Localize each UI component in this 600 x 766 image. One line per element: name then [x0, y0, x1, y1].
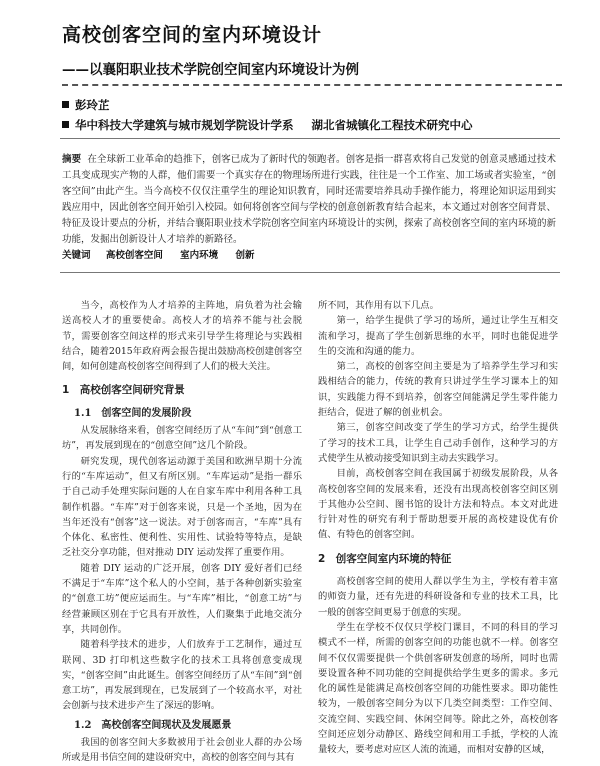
abstract-rule: [60, 272, 560, 273]
keywords-label: 关键词: [62, 250, 91, 261]
article-subtitle: ——以襄阳职业技术学院创空间室内环境设计为例: [62, 62, 359, 78]
header-rule: [60, 138, 560, 139]
subsection-heading: 1.1 创客空间的发展阶段: [74, 407, 192, 419]
paragraph: 第三，创客空间改变了学生的学习方式，给学生提供了学习的技术工具，让学生自己动手创作，这种学习的方式使学生从被动接受知识到主动去实践学习。: [318, 422, 558, 464]
keywords: [62, 247, 269, 261]
abstract-text: 在全球新工业革命的趋推下，创客已成为了新时代的领跑者。创客是指一群喜欢将自己发觉的创意灵感通过技术工具变成现实产物的人群，他们需要一个真实存在的物理场所进行实践，往往是一个工作室、加工场或者实验室，“创客空间”由此产生。当今高校不仅仅注重学生的理论知识教育，同时还需要培养具动手操作能力，将理论知识运用到实践应用中，因此创客空间开始引入校园。如何将创客空间与学校的创意创新教育结合起来，本文通过对创客空间背景、特征及设计要点的分析，并结合襄阳职业技术学院创客空间室内环境设计的实例，探索了高校创客空间的室内环境的新功能，发掘出创新设计人才培养的新路径。: [62, 154, 557, 245]
paragraph: 当今，高校作为人才培养的主阵地，肩负着为社会输送高校人才的重要使命。高校人才的培养不能与社会脱节，需要创客空间这样的形式来引导学生将理论与实践相结合，随着2015年政府两会报告提出鼓励高校创建创客空间，如何创建高校创客空间得到了人们的极大关注。: [62, 300, 302, 373]
paragraph: 从发展脉络来看，创客空间经历了从“车间”到“创意工坊”，再发展到现在的“创意空间”这几个阶段。: [62, 425, 302, 452]
keyword: 高校创客空间: [105, 250, 163, 261]
keyword: 创新: [235, 250, 255, 261]
bullet-square-icon: [62, 121, 69, 128]
author-name: 彭玲芷: [75, 98, 110, 112]
affiliation-2: 湖北省城镇化工程技术研究中心: [311, 118, 473, 132]
paragraph: 第一，给学生提供了学习的场所，通过让学生互相交流和学习，提高了学生创新思维的水平，同时也能促进学生的交流和沟通的能力。: [318, 315, 558, 357]
paragraph: 随着 DIY 运动的广泛开展，创客 DIY 爱好者们已经不满足于“车库”这个私人的小空间，基于各种创新实验室的“创意工坊”便应运而生。与“车库”相比，“创意工坊”与经营兼顾区别在于它具有开放性，人们聚集于此地交流分享，共同创作。: [62, 562, 302, 635]
affiliation-line: [62, 117, 473, 133]
article-title: 高校创客空间的室内环境设计: [62, 24, 323, 46]
paragraph: 所不同，其作用有以下几点。: [318, 300, 439, 311]
author-line: [62, 97, 110, 113]
affiliation-1: 华中科技大学建筑与城市规划学院设计学系: [75, 118, 294, 132]
bullet-square-icon: [62, 101, 69, 108]
paragraph: 我国的创客空间大多数被用于社会创业人群的办公场所或是用书信空间的建设研究中，高校的创客空间与其有: [62, 737, 302, 764]
section-heading: 2 创客空间室内环境的特征: [318, 552, 452, 565]
paragraph: 随着科学技术的进步，人们放弃于工艺制作，通过互联网、3D 打印机这些数字化的技术工具将创意变成现实，“创客空间”由此诞生。创客空间经历了从“车间”到“创意工坊”，再发展到现在，已发展到了一个较高水平，对社会创新与技术进步产生了深远的影响。: [62, 639, 302, 712]
paragraph: 学生在学校不仅仅只学校门课目，不同的科目的学习模式不一样，所需的创客空间的功能也就不一样。创客空间不仅仅需要提供一个供创客研发创意的场所，同时也需要设置各种不同功能的空间提供给学生更多的需求。多元化的属性是能满足高校创客空间的功能性要求。即功能性较为，一般创客空间分为以下几类空间类型：工作空间、交流空间、实践空间、休闲空间等。除此之外，高校创客空间还应划分动静区、路线空间和用工手抵，学校的人流量较大，要考虑对应区人流的流通，而相对安静的区域，: [318, 621, 558, 756]
subtitle-rule: [62, 84, 562, 86]
paragraph: 高校创客空间的使用人群以学生为主，学校有着丰富的师资力量，还有先进的科研设备和专业的技术工具，比一般的创客空间更易于创意的实现。: [318, 576, 558, 618]
section-heading: 1 高校创客空间研究背景: [62, 384, 185, 397]
left-column: [62, 298, 302, 766]
abstract-label: 摘要: [62, 154, 82, 165]
keyword: 室内环境: [180, 250, 219, 261]
paragraph: 目前，高校创客空间在我国属于初级发展阶段，从各高校创客空间的发展来看，还没有出现高校创客空间区别于其他办公空间、图书馆的设计方法和特点。本文对此进行针对性的研究有利于帮助想要开展的高校建设优有价值、有特色的创客空间。: [318, 468, 558, 541]
paragraph: 第二，高校的创客空间主要是为了培养学生学习和实践相结合的能力，传统的教育只讲过学生学习课本上的知识，实践能力得不到培养，创客空间能满足学生零件能力拒结合，促进了解的创业机会。: [318, 361, 558, 419]
right-column: [318, 298, 558, 758]
subsection-heading: 1.2 高校创客空间现状及发展愿景: [74, 719, 232, 731]
abstract: [62, 152, 556, 248]
paragraph: 研究发现，现代创客运动源于美国和欧洲早期十分流行的“车库运动”，但又有所区别。“车库运动”是指一群乐于自己动手处理实际问题的人在自家车库中利用各种工具制作机器。“车库”对于创客来说，只是一个圣地，因为在当年还没有“创客”这一说法。对于创客而言，“车库”具有个体化、私密性、便利性、实用性、试验特等特点，是缺乏社交分享功能，但对推动 DIY 运动发挥了重要作用。: [62, 455, 302, 559]
